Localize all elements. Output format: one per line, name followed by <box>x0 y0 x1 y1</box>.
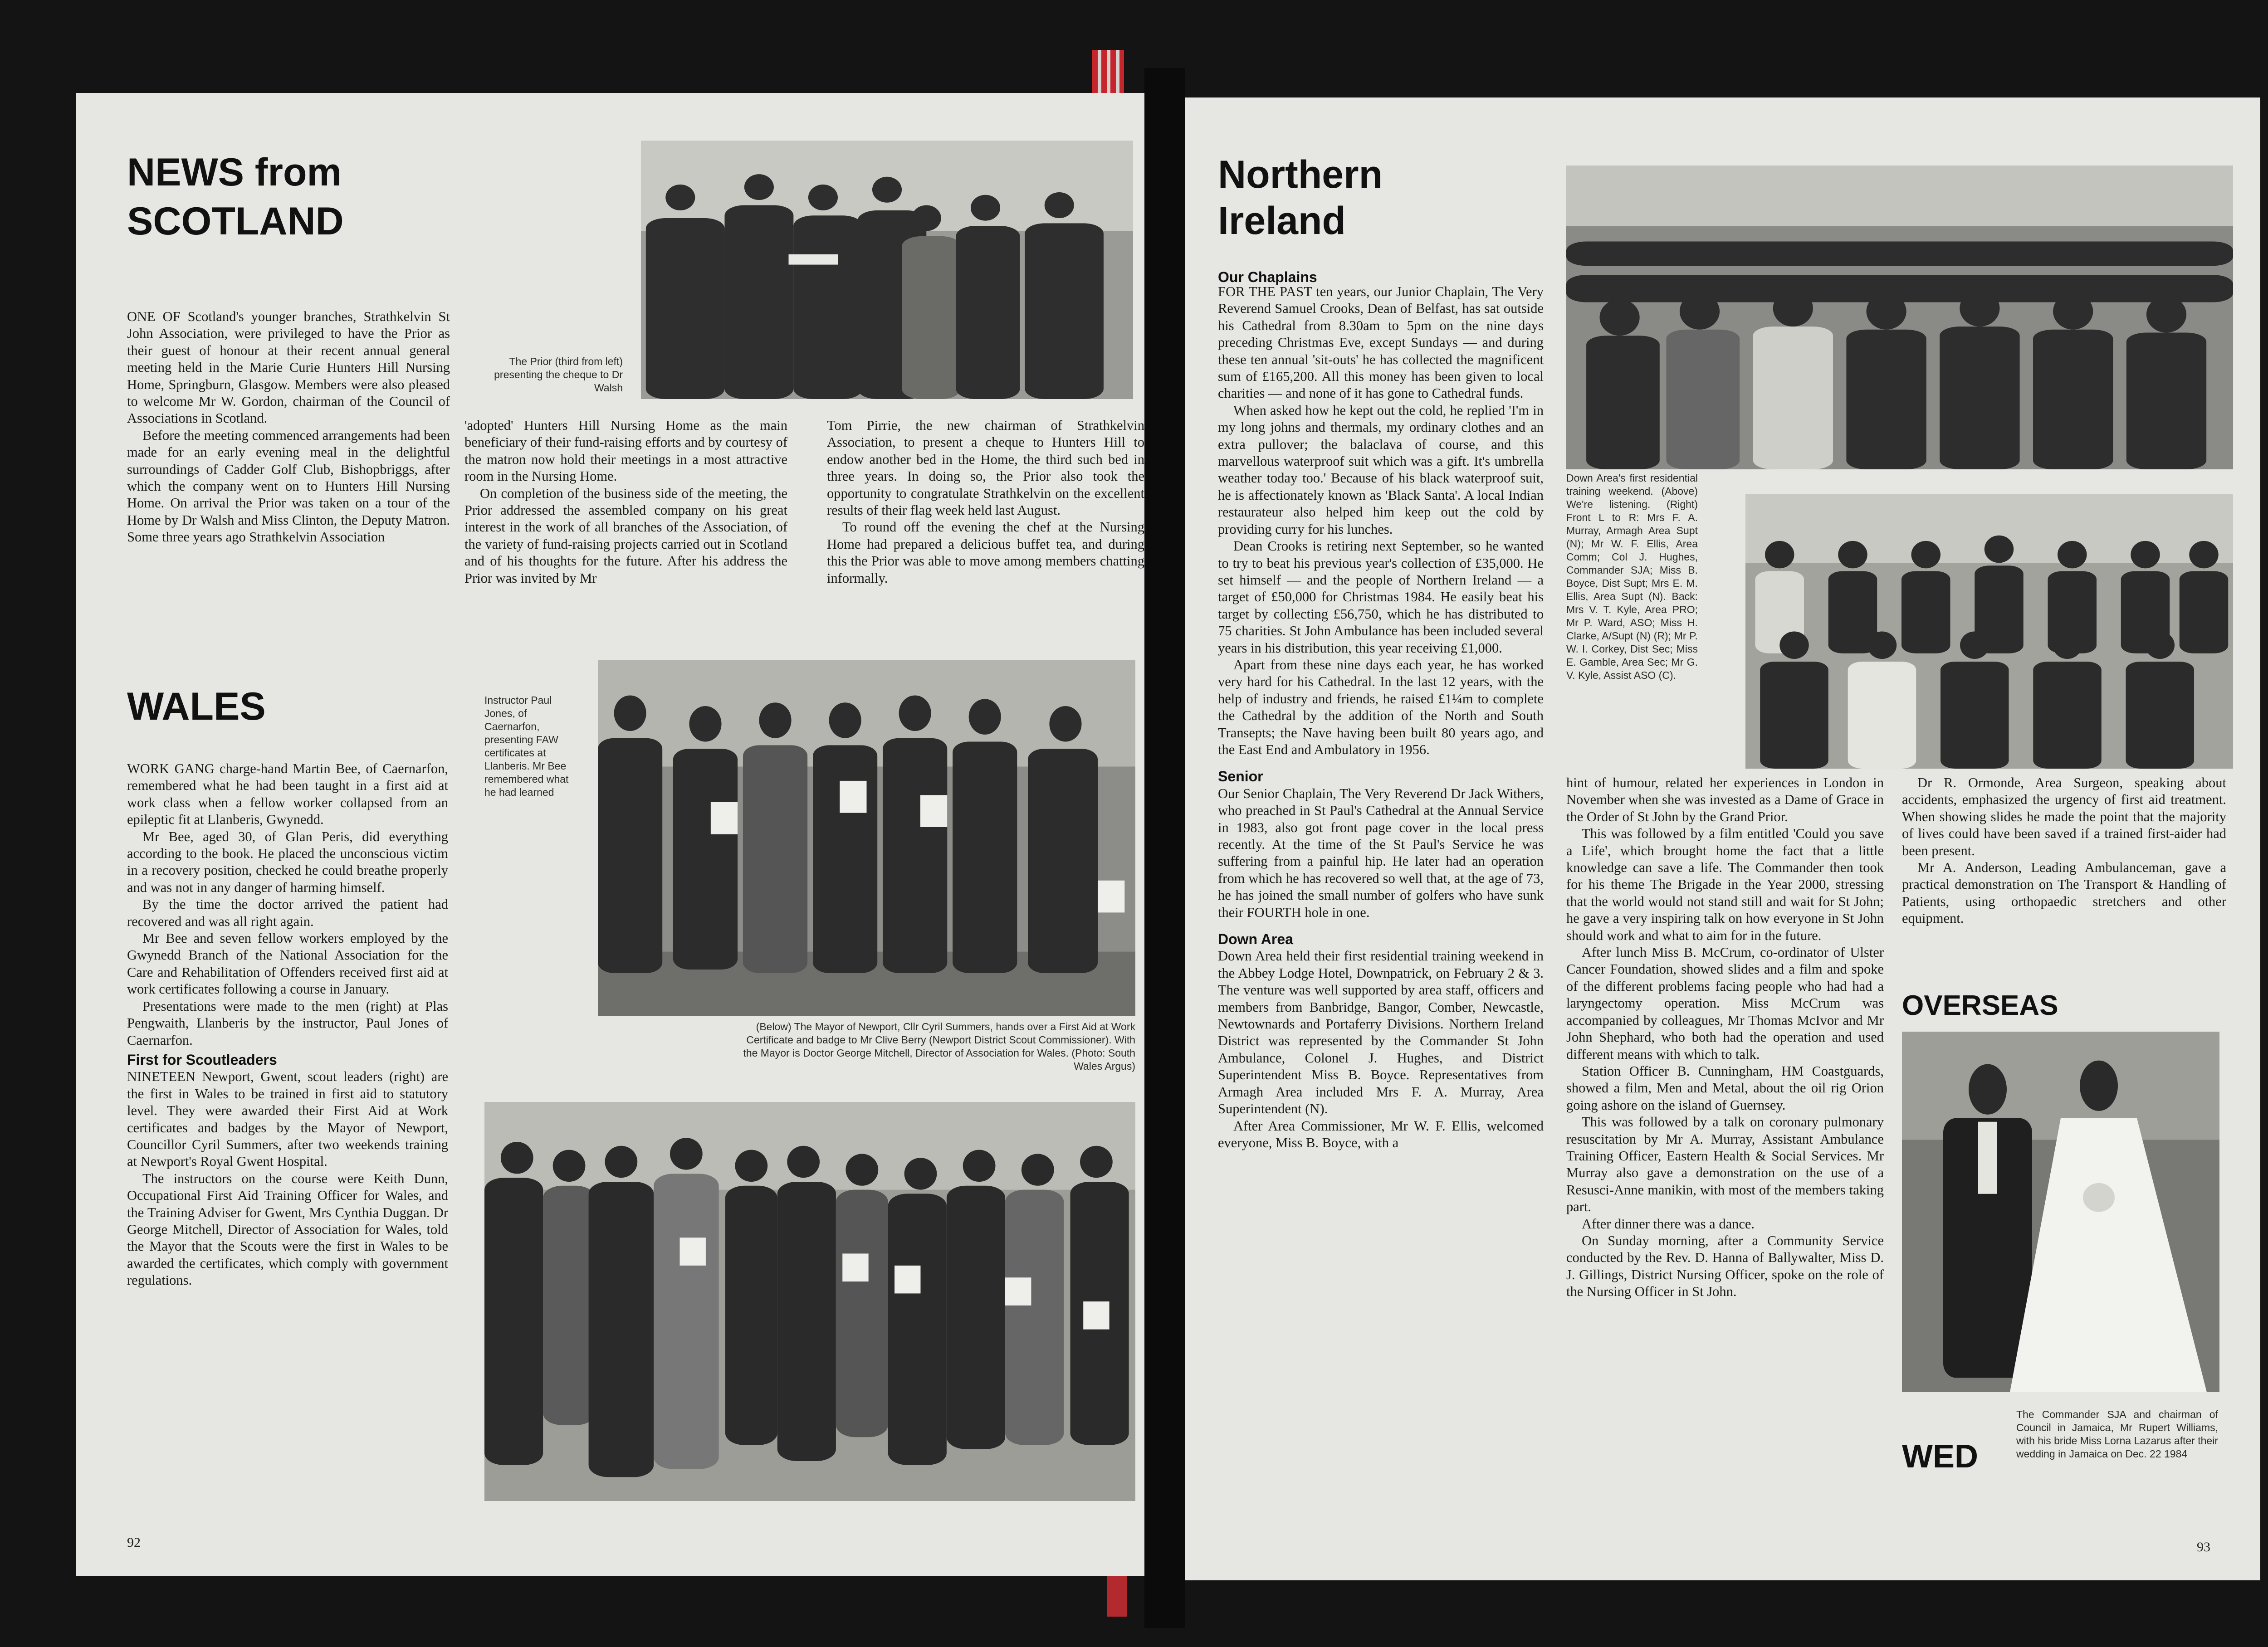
ni-down-para: After Area Commissioner, Mr W. F. Ellis, welcomed everyone, Miss B. Boyce, with a <box>1218 1118 1544 1150</box>
ni-chaplains-para: FOR THE PAST ten years, our Junior Chaplain, The Very Reverend Samuel Crooks, Dean of Belfast, has sat outside his Cathedral from 8.30am to 5pm on the nine days preceding Christmas Eve, except Sundays — and during these ten annual 'sit-outs' he has collected the magnificent sum of £165,200. All this money has been given to local charities — and none of it has gone to Cathedral funds. <box>1218 284 1544 401</box>
wales-para: WORK GANG charge-hand Martin Bee, of Caernarfon, remembered what he had been taught in a first aid at work class when a fellow worker collapsed from an epileptic fit at Llanberis, Gwynedd. <box>127 761 448 828</box>
wales-para: By the time the doctor arrived the patient had recovered and was all right again. <box>127 897 448 929</box>
ni-heading <box>1218 154 1383 242</box>
ni-col3-para: hint of humour, related her experiences in London in November when she was invested as a Dame of Grace in the Order of St John by the Grand Prior. <box>1566 775 1884 824</box>
book-gutter <box>1144 68 1185 1628</box>
wales-para: Presentations were made to the men (right) at Plas Pengwaith, Llanberis by the instructor, Paul Jones of Caernarfon. <box>127 998 448 1048</box>
wales-para: NINETEEN Newport, Gwent, scout leaders (right) are the first in Wales to be trained in first aid to statutory level. They were awarded their First Aid at Work certificates and badges by the Mayor of Newport, Councillor Cyril Summers, after two weekends training at Newport's Royal Gwent Hospital. <box>127 1069 448 1169</box>
ni-column-4 <box>1902 775 2226 927</box>
scotland-col1-para: Before the meeting commenced arrangements had been made for an early evening meal in the delightful surroundings of Cadder Golf Club, Bishopbriggs, after which the company went on to Hunters Hill Nursing Home. On arrival the Prior was taken on a tour of the Home by Dr Walsh and Miss Clinton, the Deputy Matron. Some three years ago Strathkelvin Association <box>127 427 450 545</box>
ni-chaplains-column <box>1218 283 1544 1151</box>
scotland-col3-para: To round off the evening the chef at the Nursing Home had prepared a delicious buffet tea, and during this the Prior was able to move among members chatting informally. <box>827 519 1144 586</box>
ni-column-3 <box>1566 775 1884 1301</box>
page-number-right: 93 <box>2197 1540 2210 1554</box>
ni-senior-para: Our Senior Chaplain, The Very Reverend Dr Jack Withers, who preached in St Paul's Cathedral at the Annual Service in 1983, also got front page cover in the local press recently. At the time of the St Paul's Service he was suffering from a painful hip. He later had an operation from which he has recovered so well that, at the age of 73, he has joined the small number of golfers who have sunk their FOURTH hole in one. <box>1218 785 1544 920</box>
scotland-heading-line1: NEWS from <box>127 151 342 194</box>
scotland-column-1 <box>127 308 450 546</box>
overseas-photo-caption: The Commander SJA and chairman of Council in Jamaica, Mr Rupert Williams, with his bride Miss Lorna Lazarus after their wedding in Jamaica on Dec. 22 1984 <box>2016 1408 2218 1460</box>
ni-col3-para: After lunch Miss B. McCrum, co-ordinator of Ulster Cancer Foundation, showed slides and a film and spoke of the different problems facing people who had had a laryngectomy operation. Miss McCrum was accompanied by colleagues, Mr Thomas McIvor and Mr John Shephard, who both had the operation and used different means with which to talk. <box>1566 945 1884 1062</box>
ni-col4-para: Dr R. Ormonde, Area Surgeon, speaking about accidents, emphasized the urgency of first aid treatment. When showing slides he made the point that the majority of lives could have been saved if a trained first-aider had been present. <box>1902 775 2226 858</box>
scotland-column-3 <box>827 417 1144 587</box>
ni-down-para: Down Area held their first residential training weekend in the Abbey Lodge Hotel, Downpatrick, on February 2 & 3. The venture was well supported by area staff, officers and members from Banbridge, Bangor, Comber, Newcastle, Newtownards and Portaferry Divisions. Northern Ireland District was represented by the Commander St John Ambulance, Colonel J. Hughes, and District Superintendent Miss B. Boyce. Representatives from Armagh Area included Mrs F. A. Murray, Area Superintendent (N). <box>1218 948 1544 1117</box>
scotland-col2-para: On completion of the business side of the meeting, the Prior addressed the assembled company on his great interest in the work of all branches of the Association, of the variety of fund-raising projects carried out in Scotland and of his thoughts for the future. After his address the Prior was invited by Mr <box>464 485 787 586</box>
ni-col3-para: After dinner there was a dance. <box>1582 1216 1755 1232</box>
ni-heading-line1: Northern <box>1218 153 1383 196</box>
scotland-cheque-photo <box>641 141 1133 399</box>
ni-group-photo <box>1745 494 2233 769</box>
wales-heading: WALES <box>127 685 266 728</box>
scotland-column-2 <box>464 417 787 587</box>
wales-photo1-caption: Instructor Paul Jones, of Caernarfon, presenting FAW certificates at Llanberis. Mr Bee remembered what he had learned <box>484 694 569 798</box>
scoutleaders-subheading: First for Scoutleaders <box>127 1051 277 1068</box>
scotland-heading-line2: SCOTLAND <box>127 200 344 244</box>
ni-photo-caption: Down Area's first residential training weekend. (Above) We're listening. (Right) Front L to R: Mrs F. A. Murray, Armagh Area Supt (N); Mr W. F. Ellis, Area Comm; Col J. Hughes, Commander SJA; Miss B. Boyce, Dist Supt; Mrs E. M. Ellis, Area Supt (N). Back: Mrs V. T. Kyle, Area PRO; Mr P. Ward, ASO; Miss H. Clarke, A/Supt (N) (R); Mr P. W. I. Corkey, Dist Sec; Miss E. Gamble, Area Sec; Mr G. V. Kyle, Assist ASO (C). <box>1566 472 1698 681</box>
page-number-left: 92 <box>127 1535 141 1550</box>
ni-col3-para: Station Officer B. Cunningham, HM Coastguards, showed a film, Men and Metal, about the oil rig Orion going ashore on the island of Guernsey. <box>1566 1063 1884 1113</box>
wales-para: Mr Bee and seven fellow workers employed by the Gwynedd Branch of the National Association for the Care and Rehabilitation of Offenders received first aid at work certificates following a course in January. <box>127 931 448 997</box>
wales-scoutleaders-photo <box>484 1102 1135 1501</box>
overseas-heading: OVERSEAS <box>1902 990 2058 1021</box>
wales-llanberis-photo <box>598 660 1135 1016</box>
ni-chaplains-para: Apart from these nine days each year, he has worked very hard for his Cathedral. In the last 12 years, with the help of industry and friends, he raised £1¼m to complete the Cathedral by the addition of the North and South Transepts; the Nave having been built 80 years ago, and the East End and Ambulatory in 1956. <box>1218 657 1544 757</box>
scotland-heading <box>127 152 344 242</box>
ni-chaplains-para: Dean Crooks is retiring next September, so he wanted to try to beat his previous year's collection of £35,000. He set himself — and the people of Northern Ireland — a target of £50,000 for Christmas 1984. He easily beat his target by collecting £56,750, which he has distributed to 75 charities. St John Ambulance has been included several years in his distribution, this year receiving £1,000. <box>1218 538 1544 656</box>
ni-heading-line2: Ireland <box>1218 199 1346 243</box>
scotland-photo-caption: The Prior (third from left) presenting the cheque to Dr Walsh <box>494 356 623 394</box>
ni-col3-para: On Sunday morning, after a Community Service conducted by the Rev. D. Hanna of Ballywalter, Miss D. J. Gillings, District Nursing Officer, spoke on the role of the Nursing Officer in St John. <box>1566 1233 1884 1300</box>
ni-chaplains-subheading: Our Chaplains <box>1218 269 1317 285</box>
ni-senior-subheading: Senior <box>1218 768 1263 785</box>
left-page <box>76 93 1144 1576</box>
ni-col4-para: Mr A. Anderson, Leading Ambulanceman, gave a practical demonstration on The Transport & Handling of Patients, using orthopaedic stretchers and other equipment. <box>1902 860 2226 926</box>
scotland-col3-para: Tom Pirrie, the new chairman of Strathkelvin Association, to present a cheque to Hunters Hill to endow another bed in the Home, the third such bed in three years. In doing so, the Prior also took the opportunity to congratulate Strathkelvin on the excellent results of their flag week held last August. <box>827 418 1144 518</box>
overseas-wed-label: WED <box>1902 1438 1978 1475</box>
wales-para: Mr Bee, aged 30, of Glan Peris, did everything according to the book. He placed the unconscious victim in a recovery position, checked he could breathe properly and was not in any danger of harming himself. <box>127 828 448 895</box>
scotland-col2-para: 'adopted' Hunters Hill Nursing Home as the main beneficiary of their fund-raising efforts and by courtesy of the matron now hold their meetings in a most attractive room in the Nursing Home. <box>464 418 787 484</box>
wales-photo2-caption: (Below) The Mayor of Newport, Cllr Cyril Summers, hands over a First Aid at Work Certificate and badge to Mr Clive Berry (Newport District Scout Commissioner). With the Mayor is Doctor George Mitchell, Director of Association for Wales. (Photo: South Wales Argus) <box>743 1021 1135 1072</box>
ni-down-subheading: Down Area <box>1218 931 1293 948</box>
scotland-col1-para: ONE OF Scotland's younger branches, Strathkelvin St John Association, were privileged to have the Prior as their guest of honour at their recent annual general meeting held in the Marie Curie Hunters Hill Nursing Home, Springburn, Glasgow. Members were also pleased to welcome Mr W. Gordon, chairman of the Council of Associations in Scotland. <box>127 309 450 426</box>
wales-para: The instructors on the course were Keith Dunn, Occupational First Aid Training Officer for Wales, and the Training Adviser for Gwent, Mrs Cynthia Duggan. Dr George Mitchell, Director of Association for Wales, told the Mayor that the Scouts were the first in Wales to be awarded the certificates, which comply with government regulations. <box>127 1170 448 1288</box>
ni-col3-para: This was followed by a talk on coronary pulmonary resuscitation by Mr A. Murray, Assistant Ambulance Training Officer, Eastern Health & Social Services. Mr Murray also gave a demonstration on the use of a Resusci-Anne manikin, with most of the members taking part. <box>1566 1114 1884 1215</box>
overseas-wedding-photo <box>1902 1032 2219 1392</box>
ni-audience-photo <box>1566 166 2233 469</box>
right-page <box>1185 97 2260 1580</box>
ni-chaplains-para: When asked how he kept out the cold, he replied 'I'm in my long johns and thermals, my ordinary clothes and an extra pullover; the balaclava of course, and this marvellous waterproof suit which was a gift. It's umbrella weather today too.' Because of his black waterproof suit, he is affectionately known as 'Black Santa'. A local Indian restaurateur also helped him keep out the cold by providing curry for his lunches. <box>1218 402 1544 537</box>
wales-column <box>127 760 448 1289</box>
ni-col3-para: This was followed by a film entitled 'Could you save a Life', which brought home the fact that a little knowledge can save a life. The Commander then took for his theme The Brigade in the Year 2000, stressing that the world would not stand still and wait for St John; he gave a very inspiring talk on how everyone in St John should work and what to aim for in the future. <box>1566 826 1884 943</box>
